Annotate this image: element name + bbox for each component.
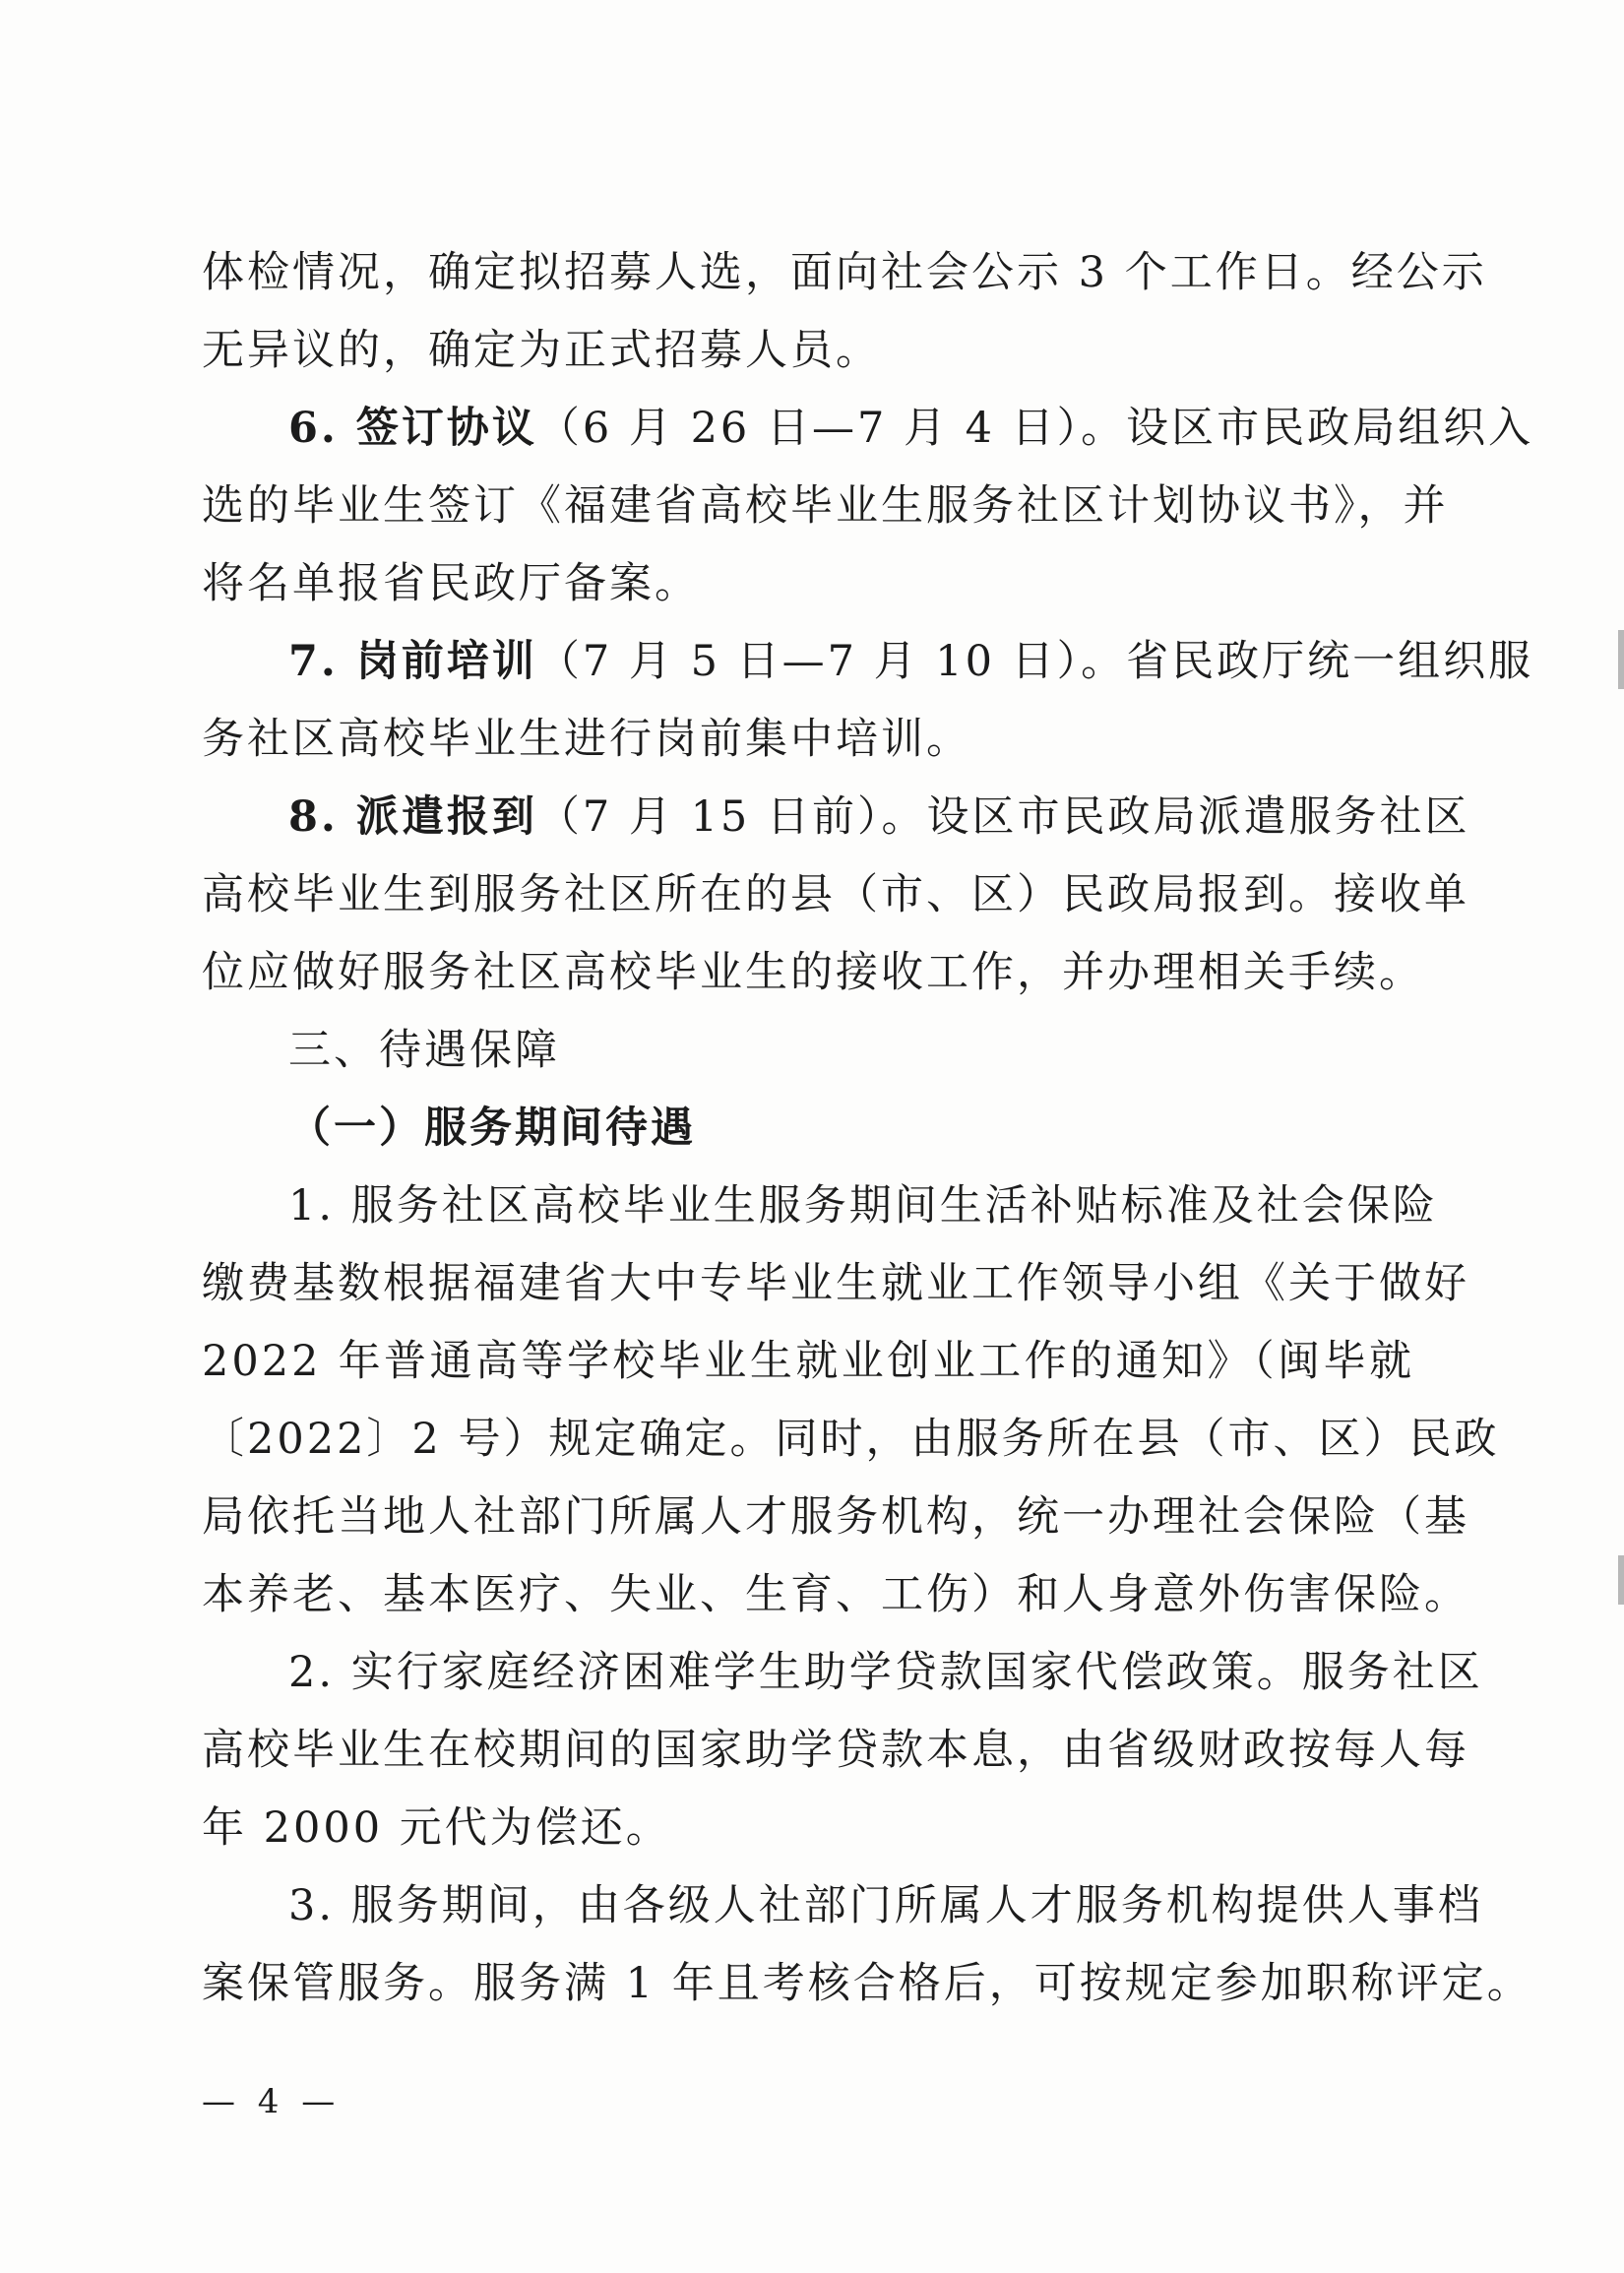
body-line: 高校毕业生到服务社区所在的县（市、区）民政局报到。接收单 bbox=[202, 870, 1469, 919]
body-line: 〔2022〕2 号）规定确定。同时，由服务所在县（市、区）民政 bbox=[202, 1415, 1500, 1464]
step-7-text: （7 月 5 日—7 月 10 日）。省民政厅统一组织服 bbox=[536, 637, 1534, 686]
body-line: 位应做好服务社区高校毕业生的接收工作，并办理相关手续。 bbox=[202, 948, 1424, 997]
body-line: 将名单报省民政厅备案。 bbox=[202, 559, 700, 608]
body-line: 局依托当地人社部门所属人才服务机构，统一办理社会保险（基 bbox=[202, 1492, 1469, 1542]
item-1-paragraph: 1. 服务社区高校毕业生服务期间生活补贴标准及社会保险 bbox=[288, 1181, 1438, 1231]
scan-edge-mark bbox=[1618, 630, 1624, 689]
body-line: 体检情况，确定拟招募人选，面向社会公示 3 个工作日。经公示 bbox=[202, 248, 1487, 297]
body-line: 缴费基数根据福建省大中专毕业生就业工作领导小组《关于做好 bbox=[202, 1259, 1469, 1308]
body-line: 选的毕业生签订《福建省高校毕业生服务社区计划协议书》，并 bbox=[202, 481, 1449, 531]
scan-edge-mark bbox=[1618, 1555, 1624, 1605]
step-6-paragraph bbox=[202, 390, 1534, 468]
page-number: — 4 — bbox=[202, 2082, 342, 2121]
step-8-text: （7 月 15 日前）。设区市民政局派遣服务社区 bbox=[536, 792, 1470, 842]
step-8-label: 8. 派遣报到 bbox=[288, 792, 537, 842]
body-line: 本养老、基本医疗、失业、生育、工伤）和人身意外伤害保险。 bbox=[202, 1570, 1469, 1619]
item-3-paragraph: 3. 服务期间，由各级人社部门所属人才服务机构提供人事档 bbox=[288, 1881, 1483, 1930]
body-text bbox=[202, 234, 1534, 2023]
body-line: 无异议的，确定为正式招募人员。 bbox=[202, 326, 881, 375]
body-line: 案保管服务。服务满 1 年且考核合格后，可按规定参加职称评定。 bbox=[202, 1959, 1532, 2008]
body-line: 高校毕业生在校期间的国家助学贷款本息，由省级财政按每人每 bbox=[202, 1726, 1469, 1775]
step-7-label: 7. 岗前培训 bbox=[288, 637, 537, 686]
step-7-paragraph bbox=[202, 623, 1534, 701]
subsection-heading: （一）服务期间待遇 bbox=[288, 1104, 696, 1153]
item-2-paragraph: 2. 实行家庭经济困难学生助学贷款国家代偿政策。服务社区 bbox=[288, 1648, 1483, 1697]
body-line: 年 2000 元代为偿还。 bbox=[202, 1803, 671, 1853]
step-8-paragraph bbox=[202, 779, 1470, 856]
body-line: 2022 年普通高等学校毕业生就业创业工作的通知》（闽毕就 bbox=[202, 1337, 1414, 1386]
step-6-label: 6. 签订协议 bbox=[288, 404, 537, 453]
body-line: 务社区高校毕业生进行岗前集中培训。 bbox=[202, 715, 971, 764]
section-heading: 三、待遇保障 bbox=[288, 1026, 560, 1075]
step-6-text: （6 月 26 日—7 月 4 日）。设区市民政局组织入 bbox=[536, 404, 1534, 453]
